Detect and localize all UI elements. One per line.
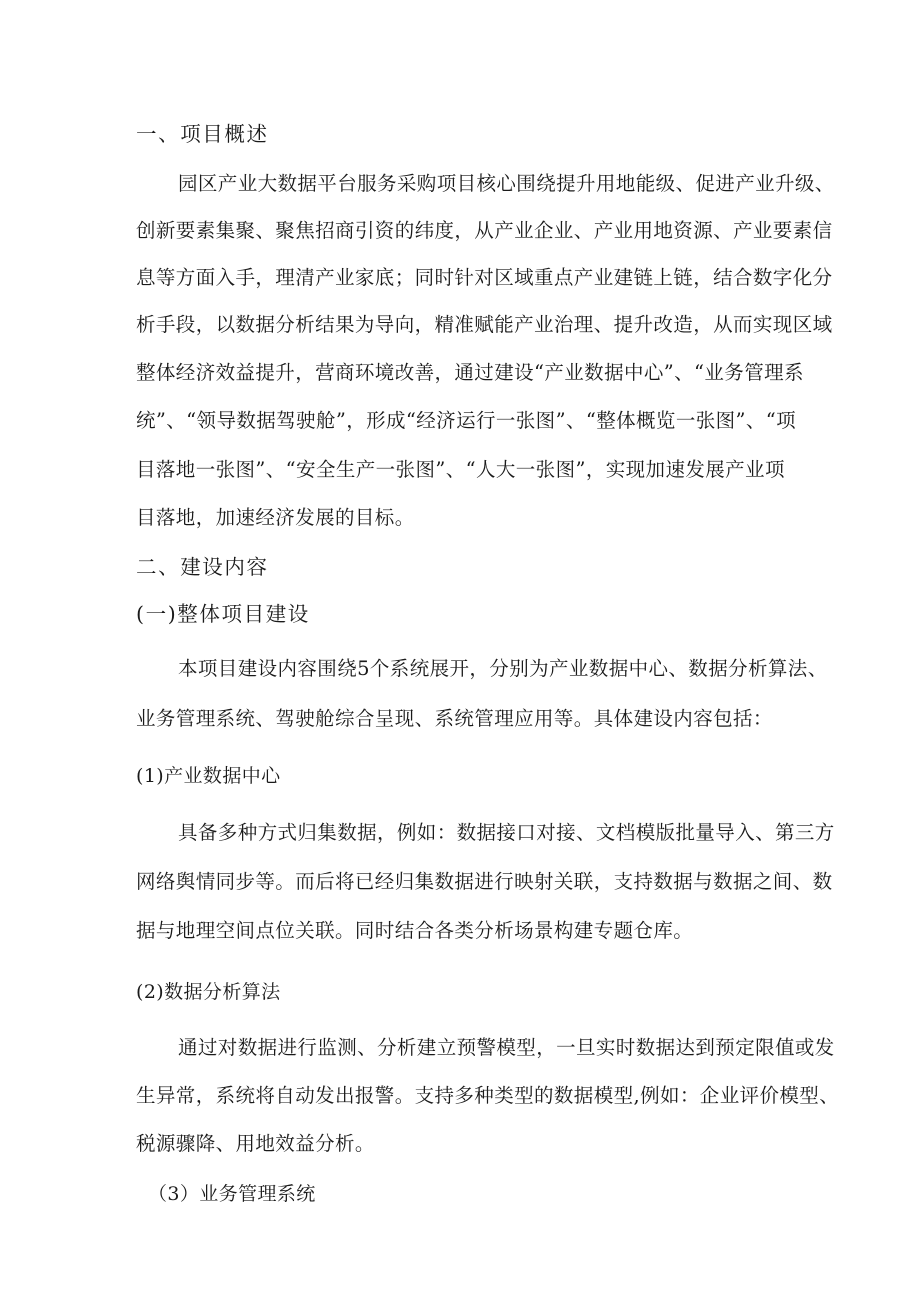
item-title-data-center: (1)产业数据中心 — [136, 765, 281, 787]
paragraph-line: 税源骤降、用地效益分析。 — [136, 1132, 375, 1155]
paragraph-line: 生异常，系统将自动发出报警。支持多种类型的数据模型,例如：企业评价模型、 — [136, 1084, 840, 1107]
section-heading-construction: 二、建设内容 — [136, 555, 269, 579]
paragraph-line: 统”、“领导数据驾驶舱”，形成“经济运行一张图”、“整体概览一张图”、“项 — [136, 409, 797, 432]
subsection-heading-overall: (一)整体项目建设 — [136, 602, 310, 626]
paragraph-line: 本项目建设内容围绕5个系统展开，分别为产业数据中心、数据分析算法、 — [178, 657, 828, 680]
paragraph-line: 整体经济效益提升，营商环境改善，通过建设“产业数据中心”、“业务管理系 — [136, 361, 804, 384]
paragraph-line: 通过对数据进行监测、分析建立预警模型，一旦实时数据达到预定限值或发 — [178, 1036, 835, 1059]
paragraph-line: 创新要素集聚、聚焦招商引资的纬度，从产业企业、产业用地资源、产业要素信 — [136, 219, 833, 242]
paragraph-line: 目落地一张图”、“安全生产一张图”、“人大一张图”，实现加速发展产业项 — [136, 458, 785, 481]
paragraph-line: 息等方面入手，理清产业家底；同时针对区域重点产业建链上链，结合数字化分 — [136, 266, 833, 289]
paragraph-line: 目落地，加速经济发展的目标。 — [136, 506, 415, 529]
paragraph-line: 网络舆情同步等。而后将已经归集数据进行映射关联，支持数据与数据之间、数 — [136, 870, 833, 893]
paragraph-line: 业务管理系统、驾驶舱综合呈现、系统管理应用等。具体建设内容包括： — [136, 707, 773, 730]
paragraph-line: 据与地理空间点位关联。同时结合各类分析场景构建专题仓库。 — [136, 919, 694, 942]
section-heading-overview: 一、项目概述 — [136, 122, 269, 146]
item-title-analysis-algorithm: (2)数据分析算法 — [136, 981, 281, 1003]
paragraph-line: 析手段，以数据分析结果为导向，精准赋能产业治理、提升改造，从而实现区域 — [136, 313, 833, 336]
paragraph-line: 园区产业大数据平台服务采购项目核心围绕提升用地能级、促进产业升级、 — [178, 172, 835, 195]
paragraph-line: 具备多种方式归集数据，例如：数据接口对接、文档模版批量导入、第三方 — [178, 821, 835, 844]
item-title-business-system: （3）业务管理系统 — [148, 1183, 316, 1205]
